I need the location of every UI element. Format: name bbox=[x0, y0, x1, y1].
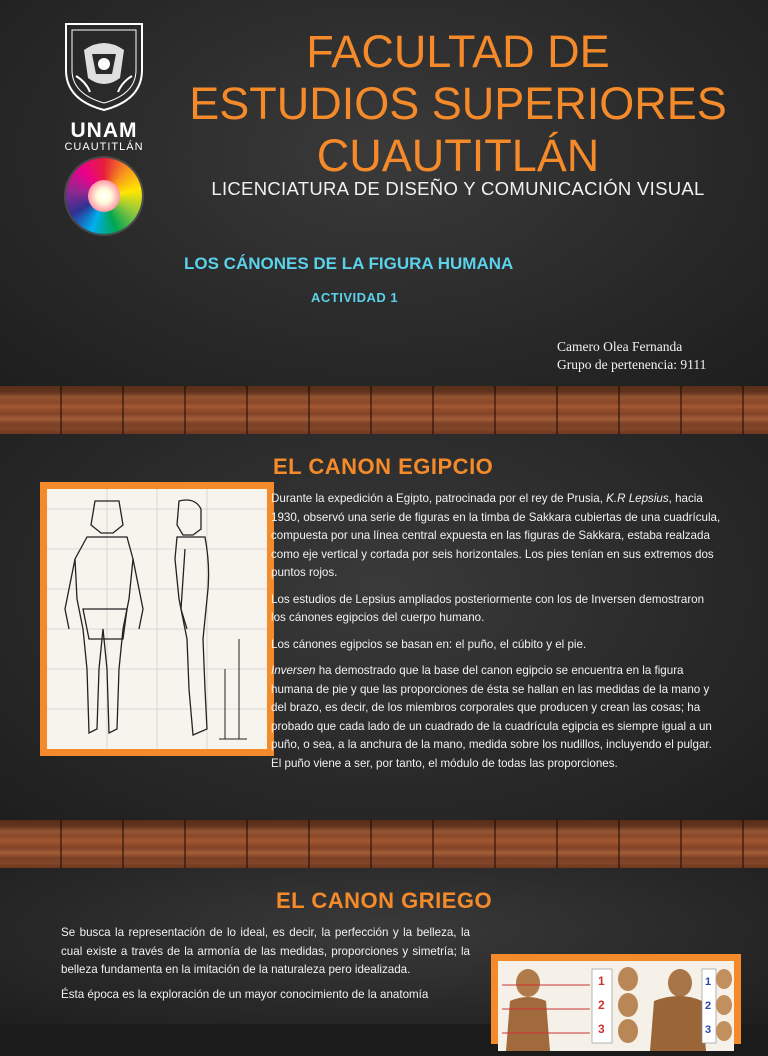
egyptian-canon-text bbox=[271, 490, 721, 781]
wood-floor-divider bbox=[0, 386, 768, 434]
fig-number-6: 3 bbox=[705, 1024, 712, 1036]
logo-unam-text: UNAM bbox=[70, 119, 138, 142]
author-info bbox=[557, 338, 706, 374]
paragraph-4 bbox=[271, 662, 721, 773]
title-line-1: FACULTAD DE bbox=[306, 26, 610, 77]
group-number: Grupo de pertenencia: 9111 bbox=[557, 357, 707, 372]
unam-logo bbox=[62, 20, 146, 153]
egyptian-figure-image bbox=[47, 489, 267, 749]
logo-cuautitlan-text: CUAUTITLÁN bbox=[64, 141, 144, 153]
egyptian-figure-frame bbox=[40, 482, 274, 756]
greek-figure-frame bbox=[491, 954, 741, 1044]
egyptian-canon-slide bbox=[0, 434, 768, 820]
p1-text: Durante la expedición a Egipto, patrocinada por el rey de Prusia, bbox=[271, 492, 607, 505]
fig-number-3: 3 bbox=[598, 1022, 605, 1036]
activity-label: ACTIVIDAD 1 bbox=[311, 290, 399, 305]
slide-heading: EL CANON EGIPCIO bbox=[273, 454, 494, 479]
fig-number-2: 2 bbox=[598, 998, 605, 1012]
author-name: Camero Olea Fernanda bbox=[557, 339, 683, 354]
topic-title: LOS CÁNONES DE LA FIGURA HUMANA bbox=[184, 254, 514, 273]
fig-number-1: 1 bbox=[598, 974, 605, 988]
greek-canon-slide bbox=[0, 868, 768, 1036]
egyptian-figures-icon bbox=[47, 489, 267, 749]
degree-subtitle: LICENCIATURA DE DISEÑO Y COMUNICACIÓN VISUAL bbox=[211, 178, 705, 199]
greek-canon-text bbox=[61, 924, 470, 1010]
greek-figure-image bbox=[498, 961, 734, 1051]
paragraph-1: Se busca la representación de lo ideal, es decir, la perfección y la belleza, la cual existe a través de la armonía de las medidas, proporciones y simetría; la belleza fundamenta en la imitación de la naturaleza pero idealizada. bbox=[61, 926, 470, 976]
p4-text: ha demostrado que la base del canon egipcio se encuentra en la figura humana de pie y que las proporciones de ésta se hallan en las medidas de la mano y del brazo, es decir, de los miembros corporales que producen y crean las cosas; ha probado que cada lado de un cuadrado de la cuadrícula egipcia es siempre igual a un puño, o sea, a la anchura de la mano, medida sobre los nudillos, incluyendo el pulgar. El puño viene a ser, por tanto, el módulo de todas las proporciones. bbox=[271, 664, 712, 770]
unam-shield-icon bbox=[62, 20, 146, 112]
wood-floor-divider bbox=[0, 820, 768, 868]
title-slide bbox=[0, 0, 768, 386]
paragraph-1 bbox=[271, 490, 721, 583]
p1-italic-name: K.R Lepsius bbox=[606, 492, 669, 505]
p4-italic-name: Inversen bbox=[271, 664, 316, 677]
color-wheel-logo-icon bbox=[66, 158, 142, 234]
paragraph-2: Ésta época es la exploración de un mayor conocimiento de la anatomía bbox=[61, 987, 429, 1001]
p1-text-rest: , hacia 1930, observó una serie de figuras en la timba de Sakkara cubiertas de una cuadrícula, compuesta por una línea central expuesta en las figuras de Sakkara, estaba realzada como eje vertical y cortada por seis horizontales. Los pies tenían en sus extremos dos puntos rojos. bbox=[271, 492, 721, 579]
title-line-3: CUAUTITLÁN bbox=[316, 130, 600, 181]
faculty-title bbox=[178, 26, 738, 182]
title-line-2: ESTUDIOS SUPERIORES bbox=[189, 78, 727, 129]
paragraph-2: Los estudios de Lepsius ampliados posteriormente con los de Inversen demostraron los cánones egipcios del cuerpo humano. bbox=[271, 592, 705, 624]
greek-statues-icon bbox=[498, 961, 734, 1051]
fig-number-5: 2 bbox=[705, 1000, 712, 1012]
slide-heading: EL CANON GRIEGO bbox=[276, 888, 493, 913]
paragraph-3: Los cánones egipcios se basan en: el puño, el cúbito y el pie. bbox=[271, 637, 587, 651]
fig-number-4: 1 bbox=[705, 976, 712, 988]
